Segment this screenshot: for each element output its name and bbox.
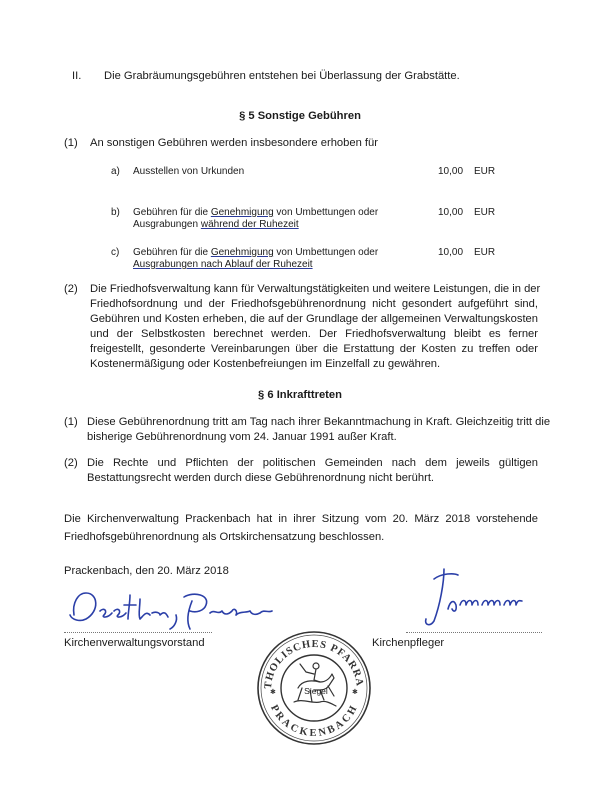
paragraph-line: Friedhofsordnung und der Friedhofsgebührenordnung nicht gesondert aufgeführt sind, <box>90 298 538 310</box>
paragraph-line: freigestellt, gesonderte Vereinbarungen über die Erstattung der Kosten zu treffen oder <box>90 343 538 355</box>
section6-p1-number: (1) <box>64 416 78 428</box>
paragraph-line: Bestattungsrecht werden durch diese Gebührenordnung nicht berührt. <box>87 472 435 484</box>
fee-item-description: Ausstellen von Urkunden <box>133 166 245 177</box>
parish-seal <box>248 620 374 748</box>
seal-label: Siegel <box>304 686 328 696</box>
svg-text:✱: ✱ <box>352 688 358 696</box>
fee-item-description-line1: Gebühren für die Genehmigung von Umbettungen oder <box>133 207 379 218</box>
paragraph-line: Kostenermäßigung oder Kostenbefreiungen im Einzelfall zu gewähren. <box>90 358 441 370</box>
section5-p1-text: An sonstigen Gebühren werden insbesondere erhoben für <box>90 137 378 149</box>
fee-item-description-line1: Gebühren für die Genehmigung von Umbettungen oder <box>133 247 379 258</box>
paragraph-line: Diese Gebührenordnung tritt am Tag nach ihrer Bekanntmachung in Kraft. Gleichzeitig tritt die <box>87 416 551 428</box>
right-signature-label: Kirchenpfleger <box>372 637 445 649</box>
svg-text:✱: ✱ <box>270 688 276 696</box>
fee-item-description-line2: Ausgrabungen nach Ablauf der Ruhezeit <box>133 259 313 270</box>
intro-text: Die Grabräumungsgebühren entstehen bei Überlassung der Grabstätte. <box>104 70 460 82</box>
fee-item-currency: EUR <box>474 207 496 218</box>
section5-p1-number: (1) <box>64 137 78 149</box>
left-signature-line <box>64 632 212 633</box>
svg-text:KATHOLISCHES PFARRAMT <box>249 620 365 689</box>
left-signature <box>64 585 284 635</box>
fee-item-currency: EUR <box>474 247 496 258</box>
section5-heading: § 5 Sonstige Gebühren <box>239 110 361 122</box>
fee-item-amount: 10,00 <box>438 166 464 177</box>
seal-ring-text-bottom: PRACKENBACH <box>268 703 360 739</box>
section6-p2-number: (2) <box>64 457 78 469</box>
paragraph-line: und der Selbstkosten berechnet werden. Der Friedhofsverwaltung bleibt es ferner <box>90 328 538 340</box>
right-signature <box>420 565 530 635</box>
fee-item-letter: c) <box>111 247 120 258</box>
paragraph-line: Friedhofsgebührenordnung als Ortskirchensatzung beschlossen. <box>64 531 385 543</box>
fee-item-description-line2: Ausgrabungen während der Ruhezeit <box>133 219 299 230</box>
fee-item-letter: b) <box>111 207 120 218</box>
seal-emblem-icon <box>294 663 336 706</box>
paragraph-line: Die Rechte und Pflichten der politischen Gemeinden nach dem jeweils gültigen <box>87 457 538 469</box>
paragraph-line: bisherige Gebührenordnung vom 24. Januar 1991 außer Kraft. <box>87 431 397 443</box>
seal-ring-text-top: KATHOLISCHES PFARRAMT <box>248 620 366 690</box>
paragraph-line: Die Kirchenverwaltung Prackenbach hat in ihrer Sitzung vom 20. März 2018 vorstehende <box>64 513 538 525</box>
intro-number: II. <box>72 70 82 82</box>
fee-item-currency: EUR <box>474 166 496 177</box>
left-signature-label: Kirchenverwaltungsvorstand <box>64 637 205 649</box>
section5-p2-number: (2) <box>64 283 78 295</box>
paragraph-line: Gebühren und Kosten erheben, die auf der Grundlage der allgemeinen Verwaltungskosten <box>90 313 538 325</box>
fee-item-letter: a) <box>111 166 120 177</box>
section6-heading: § 6 Inkrafttreten <box>258 389 342 401</box>
fee-item-amount: 10,00 <box>438 207 464 218</box>
right-signature-line <box>406 632 542 633</box>
place-date: Prackenbach, den 20. März 2018 <box>64 565 229 577</box>
fee-item-amount: 10,00 <box>438 247 464 258</box>
paragraph-line: Die Friedhofsverwaltung kann für Verwaltungstätigkeiten und weitere Leistungen, die in der <box>90 283 541 295</box>
